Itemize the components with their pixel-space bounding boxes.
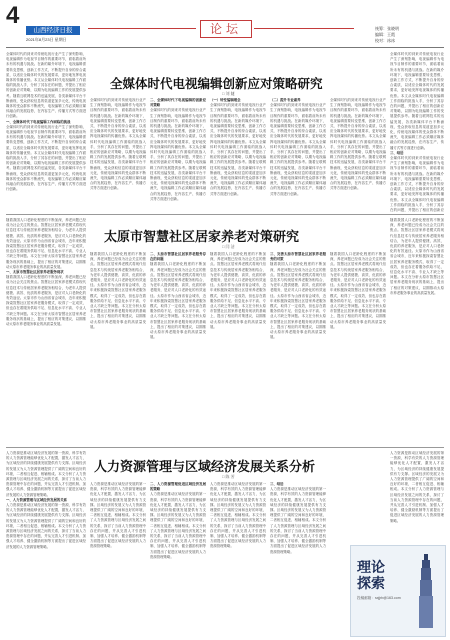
article-body: 人力资源是推动区域经济发展的第一资源，科学有效的人力资源管理能够优化人才配置，激发人才活力，为区域经济的持续健康发展提供有力支撑。区域经济的发展又为人力资源管理提供了广阔的空间和良好的环境，二者相互促进、相辅相成。本文分析了人力资源管理与区域经济发展之间的关系，探讨了当前人力资源管理中存在的问题，并从完善人才引进机制、加强人才培养、健全激励机制等方面提出了促进区域经济发展的人力资源管理策略。 xyxy=(270,487,326,554)
article-body: 人力资源是推动区域经济发展的第一资源，科学有效的人力资源管理能够优化人才配置，激发人才活力，为区域经济的持续健康发展提供有力支撑。区域经济的发展又为人力资源管理提供了广阔的空间和良好的环境，二者相互促进、相辅相成。本文分析了人力资源管理与区域经济发展之间的关系，探讨了当前人力资源管理中存在的问题，并从完善人才引进机制、加强人才培养、健全激励机制等方面提出了促进区域经济发展的人力资源管理策略。 xyxy=(210,482,266,549)
editor-info xyxy=(375,26,445,44)
article-3-byline: □ 陈 芳 xyxy=(222,474,235,479)
article-body: 全媒体时代的到来对传统电视行业产生了深刻影响，电视编辑作为电视节目制作的重要环节，面临着前所未有的机遇与挑战。在新的媒介环境下，电视编辑需要转变思维，创新工作方式，不断提升自身的综合素质，以适应全媒体时代的发展要求，更好地发挥电视媒体的传播优势。本文从全媒体时代电视编辑工作面临的挑战入手，分析了其存在的问题，并提出了相应的创新应 xyxy=(390,156,444,212)
article-body: 人力资源是推动区域经济发展的第一资源，科学有效的人力资源管理能够优化人才配置，激发人才活力，为区域经济的持续健康发展提供有力支撑。区域经济的发展又为人力资源管理提供了广阔的空间和良好的环境，二者相互促进、相辅相成。本文分析了人力资源管理与区域经济发展之间的关系，探讨了当前人力资源管理中存在的问题，并从完善人才引进机制、加强人才培养、健全激励机制等方面提出了促进区域经济发展的人力资源管理策略。 xyxy=(6,451,86,497)
article-2-title: 太原市智慧社区居家养老对策研究 xyxy=(104,230,300,245)
article-body: 随着我国人口老龄化程度的不断加深，养老问题已经成为社会关注的焦点。智慧社区居家养老模式将现代信息技术与传统居家养老服务相结合，为老年人提供便捷、高效、优质的养老服务，是应对人口老龄化的有效途径。太原市作为山西省省会城市，近年来积极探索智慧社区居家养老服务模式，取得了一定成效，但也存在着服务供给不足、信息化水平不高、专业人才缺乏等问题。本文在分析太原市智慧社区居家养老服务现状的基础上，提出了相应的对策建议，以期推动太原市养老服务事业的高质量发展。 xyxy=(150,262,206,340)
article-1-title: 全媒体时代电视编辑创新应对策略研究 xyxy=(110,76,323,91)
article-3-title: 人力资源管理与区域经济发展关系分析 xyxy=(94,460,316,475)
column-emblem xyxy=(350,545,446,637)
article-body: 人力资源是推动区域经济发展的第一资源，科学有效的人力资源管理能够优化人才配置，激发人才活力，为区域经济的持续健康发展提供有力支撑。区域经济的发展又为人力资源管理提供了广阔的空间和良好的环境，二者相互促进、相辅相成。本文分析了人力资源管理与区域经济发展之间的关系，探讨了当前人力资源管理中存在的问题，并从完善人才引进机制、加强人才培养、健全激励机制等方面提出了促进区域经济发展的人力资源管理策略。 xyxy=(390,451,444,523)
article-divider xyxy=(6,214,444,215)
article-2-column xyxy=(6,218,86,444)
emblem-title xyxy=(357,560,385,592)
article-3-column xyxy=(390,451,444,541)
article-2-column xyxy=(150,252,206,444)
article-3-column xyxy=(150,482,206,635)
article-divider xyxy=(6,447,444,448)
article-1-column xyxy=(210,98,266,212)
article-body: 随着我国人口老龄化程度的不断加深，养老问题已经成为社会关注的焦点。智慧社区居家养老模式将现代信息技术与传统居家养老服务相结合，为老年人提供便捷、高效、优质的养老服务，是应对人口老龄化的有效途径。太原市作为山西省省会城市，近年来积极探索智慧社区居家养老服务模式，取得了一定成效，但也存在着服务供给不足、信息化水平不高、专业人才缺乏等问题。本文在分析太原市智慧社区居家养老服务现状的基础上，提出了相应的对策建议，以期推动太原市养老服务事业的高质量发展。 xyxy=(6,275,86,327)
article-3-column xyxy=(270,482,326,635)
article-subhead: 三、结语 xyxy=(390,150,404,155)
header-divider xyxy=(6,47,444,48)
editor-line: 统筹：张晓明 xyxy=(375,26,399,31)
article-subhead: （一）转变编辑理念 xyxy=(210,98,241,102)
article-body: 随着我国人口老龄化程度的不断加深，养老问题已经成为社会关注的焦点。智慧社区居家养老模式将现代信息技术与传统居家养老服务相结合，为老年人提供便捷、高效、优质的养老服务，是应对人口老龄化的有效途径。太原市作为山西省省会城市，近年来积极探索智慧社区居家养老服务模式，取得了一定成效，但也存在着服务供给不足、信息化水平不高、专业人才缺乏等问题。本文在分析太原市智慧社区居家养老服务现状的基础上，提出了相应的对策建议，以期推动太原市养老服务事业的高质量发展。 xyxy=(270,262,326,340)
article-subhead: 二、人力资源管理促进区域经济发展的策略 xyxy=(150,482,206,492)
article-2-column xyxy=(90,252,146,444)
article-1-column xyxy=(6,52,86,212)
article-2-column xyxy=(390,218,444,444)
article-3-column xyxy=(210,482,266,635)
article-body: 随着我国人口老龄化程度的不断加深，养老问题已经成为社会关注的焦点。智慧社区居家养老模式将现代信息技术与传统居家养老服务相结合，为老年人提供便捷、高效、优质的养老服务，是应对人口老龄化的有效途径。太原市作为山西省省会城市，近年来积极探索智慧社区居家养老服务模式，取得了一定成效，但也存在着服务供给不足、信息化水平不高、专业人才缺乏等问题。本文在分析太原市智慧社区居家养老服务现状的基础上，提出了相应的对策建议，以期推动太原市养老服务事业的高质量发展。 xyxy=(6,218,86,269)
article-1-column xyxy=(390,52,444,212)
article-1-column xyxy=(150,98,206,212)
article-body: 随着我国人口老龄化程度的不断加深，养老问题已经成为社会关注的焦点。智慧社区居家养老模式将现代信息技术与传统居家养老服务相结合，为老年人提供便捷、高效、优质的养老服务，是应对人口老龄化的有效途径。太原市作为山西省省会城市，近年来积极探索智慧社区居家养老服务模式，取得了一定成效，但也存在着服务供给不足、信息化水平不高、专业人才缺乏等问题。本文在分析太原市智慧社区居家养老服务现状的基础上，提出了相应的对策建议，以期推动太原市养老服务事业的高质量发展。 xyxy=(210,252,266,329)
article-body: 全媒体时代的到来对传统电视行业产生了深刻影响，电视编辑作为电视节目制作的重要环节，面临着前所未有的机遇与挑战。在新的媒介环境下，电视编辑需要转变思维，创新工作方式，不断提升自身的综合素质，以适应全媒体时代的发展要求，更好地发挥电视媒体的传播优势。本文从全媒体时代电视编辑工作面临的挑战入手，分析了其存在的问题，并提出了相应的创新应对策略，以期为电视编辑工作的发展提供参考。随着互联网技术的迅猛发展，各类新媒体平台不断涌现，受众获取信息的渠道更加多元化，传统电视媒体的受众群体不断流失，电视编辑工作必须顺应媒体融合的发展趋势，在内容生产、传播方式等方面进行创新。 xyxy=(6,52,86,119)
article-1-column xyxy=(90,98,146,212)
emblem-title-line: 探索 xyxy=(357,576,385,592)
article-2-column xyxy=(270,252,326,444)
pagoda-icon xyxy=(419,554,433,628)
article-body: 全媒体时代的到来对传统电视行业产生了深刻影响，电视编辑作为电视节目制作的重要环节，面临着前所未有的机遇与挑战。在新的媒介环境下，电视编辑需要转变思维，创新工作方式，不断提升自身的综合素质，以适应全媒体时代的发展要求，更好地发挥电视媒体的传播优势。本文从全媒体时代电视编辑工作面临的挑战入手，分析了其存在的问题，并提出了相应的创新应对策略，以期为电视编辑工作的发展提供参考。随着互联网技术的迅猛发展，各类新媒体平台不断涌现，受众获取信息的渠道更加多元化，传统电视媒体的受众群体不断流失，电视编辑工作必须顺应媒体融合的发展趋势，在内容生产、传播方式等方面进行创新。 xyxy=(90,98,146,191)
header-rule-right xyxy=(254,28,354,29)
article-subhead: （二）提升专业素养 xyxy=(270,98,301,102)
article-body: 全媒体时代的到来对传统电视行业产生了深刻影响，电视编辑作为电视节目制作的重要环节，面临着前所未有的机遇与挑战。在新的媒介环境下，电视编辑需要转变思维，创新工作方式，不断提升自身的综合素质，以适应全媒体时代的发展要求，更好地发挥电视媒体的传播优势。本文从全媒体时代电视编辑工作面临的挑战入手，分析了其存在的问题，并提出了相应的创新应对策略，以期为电视编辑工作的发展提供参考。随着互联网技术的迅猛发展，各类新媒体平台不断涌现，受众获取信息的渠道更加多元化，传统电视媒体的受众群体不断流失，电视编辑工作必须顺应媒体融合的发展趋势，在内容生产、传播方式等方面进行创新。 xyxy=(210,103,266,196)
article-subhead: 三、结语 xyxy=(270,482,284,486)
emblem-caption: 投稿邮箱：sxjjrb@163.com xyxy=(357,596,401,600)
article-1-byline: □ 刘 婕 xyxy=(222,91,235,96)
article-body: 全媒体时代的到来对传统电视行业产生了深刻影响，电视编辑作为电视节目制作的重要环节，面临着前所未有的机遇与挑战。在新的媒介环境下，电视编辑需要转变思维，创新工作方式，不断提升自身的综合素质，以适应全媒体时代的发展要求，更好地发挥电视媒体的传播优势。本文从全媒体时代电视编辑工作面临的挑战入手，分析了其存在的问题，并提出了相应的创新应对策略，以期为电视编辑工作的发展提供参考。随着互联网技术的迅猛发展，各类新媒体平台不断涌现，受众获取信息的渠道更加多元化，传统电视媒体的受众群体不断流失，电视编辑工作必须顺应媒体融合的发展趋势，在内容生产、传播方式等方面进行创新。 xyxy=(150,108,206,201)
article-body: 人力资源是推动区域经济发展的第一资源，科学有效的人力资源管理能够优化人才配置，激发人才活力，为区域经济的持续健康发展提供有力支撑。区域经济的发展又为人力资源管理提供了广阔的空间和良好的环境，二者相互促进、相辅相成。本文分析了人力资源管理与区域经济发展之间的关系，探讨了当前人力资源管理中存在的问题，并从完善人才引进机制、加强人才培养、健全激励机制等方面提出了促进区域经济发展的人力资源管理策略。 xyxy=(6,503,86,549)
article-body: 随着我国人口老龄化程度的不断加深，养老问题已经成为社会关注的焦点。智慧社区居家养老模式将现代信息技术与传统居家养老服务相结合，为老年人提供便捷、高效、优质的养老服务，是应对人口老龄化的有效途径。太原市作为山西省省会城市，近年来积极探索智慧社区居家养老服务模式，取得了一定成效，但也存在着服务供给不足、信息化水平不高、专业人才缺乏等问题。本文在分析太原市智慧社区居家养老服务现状的基础上，提出了相应的对策建议，以期推动太原市养老服务事业的高质量发展。 xyxy=(330,252,386,329)
article-body: 人力资源是推动区域经济发展的第一资源，科学有效的人力资源管理能够优化人才配置，激发人才活力，为区域经济的持续健康发展提供有力支撑。区域经济的发展又为人力资源管理提供了广阔的空间和良好的环境，二者相互促进、相辅相成。本文分析了人力资源管理与区域经济发展之间的关系，探讨了当前人力资源管理中存在的问题，并从完善人才引进机制、加强人才培养、健全激励机制等方面提出了促进区域经济发展的人力资源管理策略。 xyxy=(90,482,146,549)
article-subhead: 一、人力资源管理与区域经济发展的关系 xyxy=(6,497,68,502)
article-1-column xyxy=(330,98,386,212)
emblem-title-line: 理论 xyxy=(357,560,385,576)
article-body: 随着我国人口老龄化程度的不断加深，养老问题已经成为社会关注的焦点。智慧社区居家养老模式将现代信息技术与传统居家养老服务相结合，为老年人提供便捷、高效、优质的养老服务，是应对人口老龄化的有效途径。太原市作为山西省省会城市，近年来积极探索智慧社区居家养老服务模式，取得了一定成效，但也存在着服务供给不足、信息化水平不高、专业人才缺乏等问题。本文在分析太原市智慧社区居家养老服务现状的基础上，提出了相应的对策建议，以期推动太原市养老服务事业的高质量发展。 xyxy=(90,252,146,329)
article-subhead: 二、太原市智慧社区居家养老服务存在的问题 xyxy=(150,252,206,262)
article-2-column xyxy=(330,252,386,444)
article-subhead: 一、太原市智慧社区居家养老服务现状 xyxy=(6,270,64,275)
article-body: 全媒体时代的到来对传统电视行业产生了深刻影响，电视编辑作为电视节目制作的重要环节，面临着前所未有的机遇与挑战。在新的媒介环境下，电视编辑需要转变思维，创新工作方式，不断提升自身的综合素质，以适应全媒体时代的发展要求，更好地发挥电视媒体的传播优势。本文从全媒体时代电视编辑工作面临的挑战入手，分析了其存在的问题，并提出了相应的创新应对策略，以期为电视编辑工作的发展提供参考。随着互联网技术的迅猛发展，各类新媒体平台不断涌现，受众获取信息的渠道更加多元化，传统电视媒体的受众群体不断流失，电视编辑工作必须顺应媒体融合的发展趋势，在内容生产、传播方式等方面进行创新。 xyxy=(6,124,86,192)
article-subhead: 三、完善太原市智慧社区居家养老服务的对策 xyxy=(270,252,326,262)
article-1-column xyxy=(270,98,326,212)
article-subhead: 二、全媒体时代下电视编辑的创新应对策略 xyxy=(150,98,206,108)
article-body: 人力资源是推动区域经济发展的第一资源，科学有效的人力资源管理能够优化人才配置，激发人才活力，为区域经济的持续健康发展提供有力支撑。区域经济的发展又为人力资源管理提供了广阔的空间和良好的环境，二者相互促进、相辅相成。本文分析了人力资源管理与区域经济发展之间的关系，探讨了当前人力资源管理中存在的问题，并从完善人才引进机制、加强人才培养、健全激励机制等方面提出了促进区域经济发展的人力资源管理策略。 xyxy=(150,492,206,559)
article-subhead: 一、全媒体时代下电视编辑工作面临的挑战 xyxy=(6,119,71,124)
section-title: 论坛 xyxy=(200,20,252,38)
paper-name: 山西经济日报 xyxy=(26,26,80,35)
article-3-column xyxy=(6,451,86,635)
page-number: 4 xyxy=(6,2,20,29)
article-body: 全媒体时代的到来对传统电视行业产生了深刻影响，电视编辑作为电视节目制作的重要环节，面临着前所未有的机遇与挑战。在新的媒介环境下，电视编辑需要转变思维，创新工作方式，不断提升自身的综合素质，以适应全媒体时代的发展要求，更好地发挥电视媒体的传播优势。本文从全媒体时代电视编辑工作面临的挑战入手，分析了其存在的问题，并提出了相应的创新应对策略，以期为电视编辑工作的发展提供参考。随着互联网技术的迅猛发展，各类新媒体平台不断涌现，受众获取信息的渠道更加多元化，传统电视媒体的受众群体不断流失，电视编辑工作必须顺应媒体融合的发展趋势，在内容生产、传播方式等方面进行创新。 xyxy=(330,98,386,191)
article-body: 全媒体时代的到来对传统电视行业产生了深刻影响，电视编辑作为电视节目制作的重要环节，面临着前所未有的机遇与挑战。在新的媒介环境下，电视编辑需要转变思维，创新工作方式，不断提升自身的综合素质，以适应全媒体时代的发展要求，更好地发挥电视媒体的传播优势。本文从全媒体时代电视编辑工作面临的挑战入手，分析了其存在的问题，并提出了相应的创新应对策略，以期为电视编辑工作的发展提供参考。随着互联网技术的迅猛发展，各类新媒体平台不断涌现，受众获取信息的渠道更加多元化，传统电视媒体的受众群体不断流失，电视编辑工作必须顺应媒体融合的发展趋势，在内容生产、传播方式等方面进行创新。 xyxy=(270,103,326,196)
article-2-column xyxy=(210,252,266,444)
article-body: 随着我国人口老龄化程度的不断加深，养老问题已经成为社会关注的焦点。智慧社区居家养老模式将现代信息技术与传统居家养老服务相结合，为老年人提供便捷、高效、优质的养老服务，是应对人口老龄化的有效途径。太原市作为山西省省会城市，近年来积极探索智慧社区居家养老服务模式，取得了一定成效，但也存在着服务供给不足、信息化水平不高、专业人才缺乏等问题。本文在分析太原市智慧社区居家养老服务现状的基础上，提出了相应的对策建议，以期推动太原市养老服务事业的高质量发展。 xyxy=(390,218,444,295)
editor-line: 编辑：王霞 xyxy=(375,32,395,37)
article-body: 全媒体时代的到来对传统电视行业产生了深刻影响，电视编辑作为电视节目制作的重要环节，面临着前所未有的机遇与挑战。在新的媒介环境下，电视编辑需要转变思维，创新工作方式，不断提升自身的综合素质，以适应全媒体时代的发展要求，更好地发挥电视媒体的传播优势。本文从全媒体时代电视编辑工作面临的挑战入手，分析了其存在的问题，并提出了相应的创新应对策略，以期为电视编辑工作的发展提供参考。随着互联网技术的迅猛发展，各类新媒体平台不断涌现，受众获取信息的渠道更加多元化，传统电视媒体的受众群体不断流失，电视编辑工作必须顺应媒体融合的发展趋势，在内容生产、传播方式等方面进行创新。 xyxy=(390,52,444,150)
article-3-column xyxy=(90,482,146,635)
header-rule-left xyxy=(88,28,196,29)
article-2-byline: □ 闫 洁 xyxy=(222,244,235,249)
issue-date: 2021年8月23日 星期日 xyxy=(26,37,67,42)
editor-line: 校对：冰冰 xyxy=(375,38,395,43)
